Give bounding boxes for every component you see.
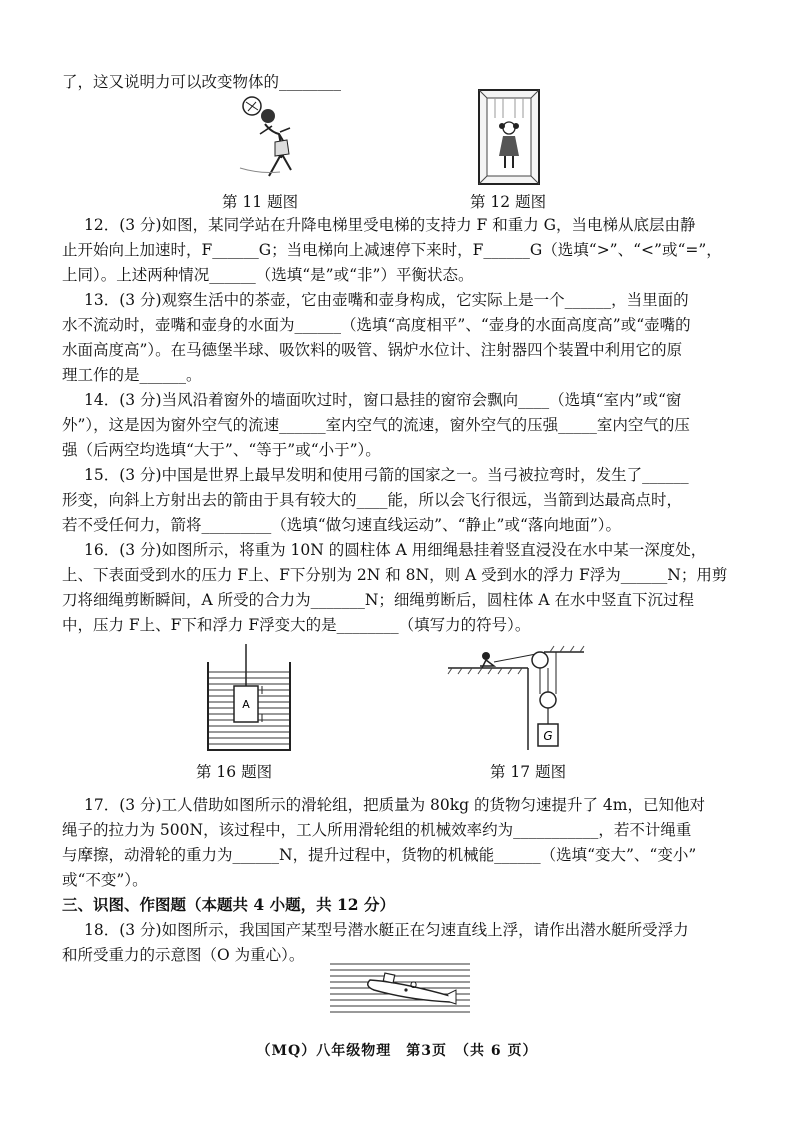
fig17-caption: 第 17 题图 — [490, 763, 567, 781]
q17-line-1: 17．(3 分)工人借助如图所示的滑轮组，把质量为 80kg 的货物匀速提升了 4m，已知他对 — [84, 796, 705, 814]
q13-line-4: 理工作的是______。 — [62, 366, 202, 384]
q11-tail-line: 了，这又说明力可以改变物体的________ — [62, 73, 342, 91]
q16-line-2: 上、下表面受到水的压力 F上、F下分别为 2N 和 8N，则 A 受到水的浮力 F浮为______N；用剪 — [62, 566, 728, 584]
fig16-caption: 第 16 题图 — [196, 763, 273, 781]
q16-line-4: 中，压力 F上、F下和浮力 F浮变大的是________（填写力的符号）。 — [62, 616, 531, 634]
fig12-elevator — [477, 88, 541, 186]
q13-line-3: 水面高度高”）。在马德堡半球、吸饮料的吸管、锅炉水位计、注射器四个装置中利用它的原 — [62, 341, 683, 359]
fig16-cylinder-in-water — [204, 642, 294, 754]
fig18-center-label: O — [410, 981, 418, 991]
q13-line-1: 13．(3 分)观察生活中的茶壶，它由壶嘴和壶身构成，它实际上是一个______，当里面的 — [84, 291, 689, 309]
q16-line-1: 16．(3 分)如图所示，将重为 10N 的圆柱体 A 用细绳悬挂着竖直浸没在水中某一深度处， — [84, 541, 707, 559]
q14-line-2: 外”），这是因为窗外空气的流速______室内空气的流速，窗外空气的压强_____室内空气的压 — [62, 416, 690, 434]
fig11-caption: 第 11 题图 — [222, 193, 299, 211]
q12-line-1: 12．(3 分)如图，某同学站在升降电梯里受电梯的支持力 F 和重力 G，当电梯从底层由静 — [84, 216, 696, 234]
q16-line-3: 刀将细绳剪断瞬间，A 所受的合力为_______N；细绳剪断后，圆柱体 A 在水中竖直下沉过程 — [62, 591, 694, 609]
fig12-caption: 第 12 题图 — [470, 193, 547, 211]
q14-line-3: 强（后两空均选填“大于”、“等于”或“小于”）。 — [62, 441, 381, 459]
page-footer: （MQ）八年级物理 第3页 （共 6 页） — [256, 1043, 538, 1059]
fig17-weight-label: G — [543, 729, 553, 743]
q17-line-2: 绳子的拉力为 500N，该过程中，工人所用滑轮组的机械效率约为___________，若不计绳重 — [62, 821, 692, 839]
q12-line-2: 止开始向上加速时，F______G；当电梯向上减速停下来时，F______G（选填“>”、“<”或“=”， — [62, 241, 722, 259]
fig18-submarine — [330, 960, 470, 1016]
q15-line-2: 形变，向斜上方射出去的箭由于具有较大的____能，所以会飞行很远，当箭到达最高点时， — [62, 491, 683, 509]
q18-line-2: 和所受重力的示意图（O 为重心）。 — [62, 946, 305, 964]
q14-line-1: 14．(3 分)当风沿着窗外的墙面吹过时，窗口悬挂的窗帘会飘向____（选填“室内”或“窗 — [84, 391, 682, 409]
q17-line-3: 与摩擦，动滑轮的重力为______N，提升过程中，货物的机械能______（选填“变大”、“变小” — [62, 846, 697, 864]
q12-line-3: 上同）。上述两种情况______（选填“是”或“非”）平衡状态。 — [62, 266, 474, 284]
fig17-pulley-system — [444, 642, 594, 754]
q15-line-1: 15．(3 分)中国是世界上最早发明和使用弓箭的国家之一。当弓被拉弯时，发生了______ — [84, 466, 689, 484]
fig16-block-label: A — [242, 698, 250, 711]
q17-line-4: 或“不变”）。 — [62, 871, 148, 889]
section-three-heading: 三、识图、作图题（本题共 4 小题，共 12 分） — [62, 895, 395, 914]
fig11-heading-ball — [228, 90, 308, 182]
q15-line-3: 若不受任何力，箭将_________（选填“做匀速直线运动”、“静止”或“落向地面”）。 — [62, 516, 622, 534]
q13-line-2: 水不流动时，壶嘴和壶身的水面为______（选填“高度相平”、“壶身的水面高度高”或“壶嘴的 — [62, 316, 691, 334]
q18-line-1: 18．(3 分)如图所示，我国国产某型号潜水艇正在匀速直线上浮，请作出潜水艇所受浮力 — [84, 921, 689, 939]
